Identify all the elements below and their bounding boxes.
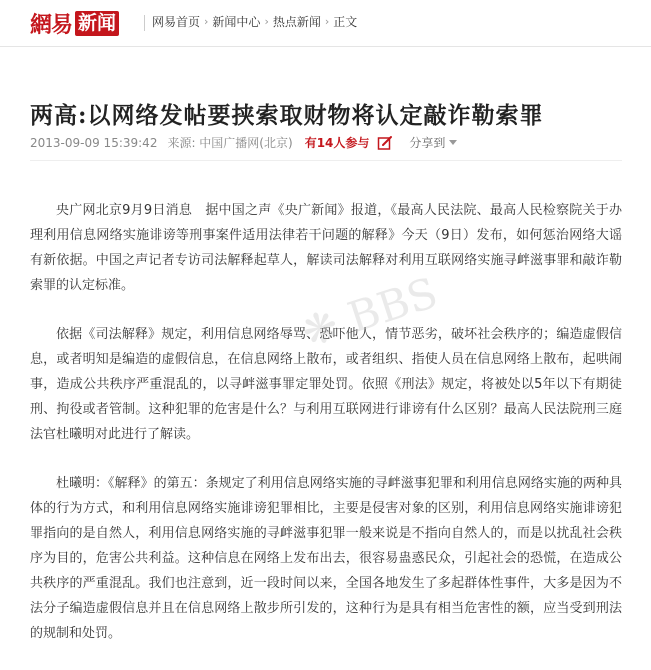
caret-down-icon[interactable] [449, 140, 457, 145]
logo-divider [144, 15, 145, 31]
netease-news-logo[interactable] [30, 9, 119, 37]
article-body [30, 198, 622, 670]
breadcrumb-hot-news-link[interactable]: 热点新闻 [272, 15, 321, 29]
publish-time: 2013-09-09 15:39:42 [30, 135, 158, 150]
article-paragraph: 依据《司法解释》规定，利用信息网络辱骂、恐吓他人，情节恶劣，破坏社会秩序的；编造虚假信息，或者明知是编造的虚假信息，在信息网络上散布，或者组织、指使人员在信息网络上散布，起哄闹事，造成公共秩序严重混乱的，以寻衅滋事罪定罪处罚。依照《刑法》规定，将被处以5年以下有期徒刑、拘役或者管制。这种犯罪的危害是什么？与利用互联网进行诽谤有什么区别？最高人民法院刑三庭法官杜曦明对此进行了解读。 [30, 327, 622, 442]
participants-count-link[interactable]: 有14人参与 [304, 136, 370, 150]
breadcrumb [152, 13, 357, 30]
logo-brand: 網易 [30, 11, 73, 38]
share-label[interactable]: 分享到 [409, 136, 446, 150]
breadcrumb-separator: › [324, 15, 330, 28]
faint-watermark: ❋ BBS [295, 267, 444, 358]
article-title: 两高:以网络发帖要挟索取财物将认定敲诈勒索罪 [30, 102, 544, 130]
top-nav-bar [0, 0, 651, 47]
breadcrumb-separator: › [204, 15, 209, 28]
article-meta [30, 134, 457, 151]
article-paragraph: 杜曦明：《解释》的第五：条规定了利用信息网络实施的寻衅滋事犯罪和利用信息网络实施的两种具体的行为方式，和利用信息网络实施诽谤犯罪相比，主要是侵害对象的区别，利用信息网络实施诽谤犯罪指向的是自然人，利用信息网络实施的寻衅滋事犯罪一般来说是不指向自然人的，而是以扰乱社会秩序为目的，危害公共利益。这种信息在网络上发布出去，很容易蛊惑民众，引起社会的恐慌，在造成公共秩序的严重混乱。我们也注意到，近一段时间以来，全国各地发生了多起群体性事件，大多是因为不法分子编造虚假信息并且在信息网络上散步所引发的，这种行为是具有相当危害性的额，应当受到刑法的规制和处罚。 [30, 476, 622, 641]
article-paragraph: 央广网北京9月9日消息 据中国之声《央广新闻》报道，《最高人民法院、最高人民检察院关于办理利用信息网络实施诽谤等刑事案件适用法律若干问题的解释》今天（9日）发布，如何惩治网络大谣有新依据。中国之声记者专访司法解释起草人，解读司法解释对利用互联网络实施寻衅滋事罪和敲诈勒索罪的认定标准。 [30, 203, 622, 293]
breadcrumb-home-link[interactable]: 网易首页 [152, 15, 201, 29]
logo-section: 新闻 [75, 11, 119, 36]
meta-divider [30, 160, 622, 161]
breadcrumb-news-center-link[interactable]: 新闻中心 [212, 15, 261, 29]
breadcrumb-current: 正文 [333, 15, 358, 29]
pencil-comment-icon[interactable] [377, 135, 393, 151]
breadcrumb-separator: › [264, 15, 269, 28]
article-source[interactable]: 来源: 中国广播网(北京) [167, 136, 293, 150]
